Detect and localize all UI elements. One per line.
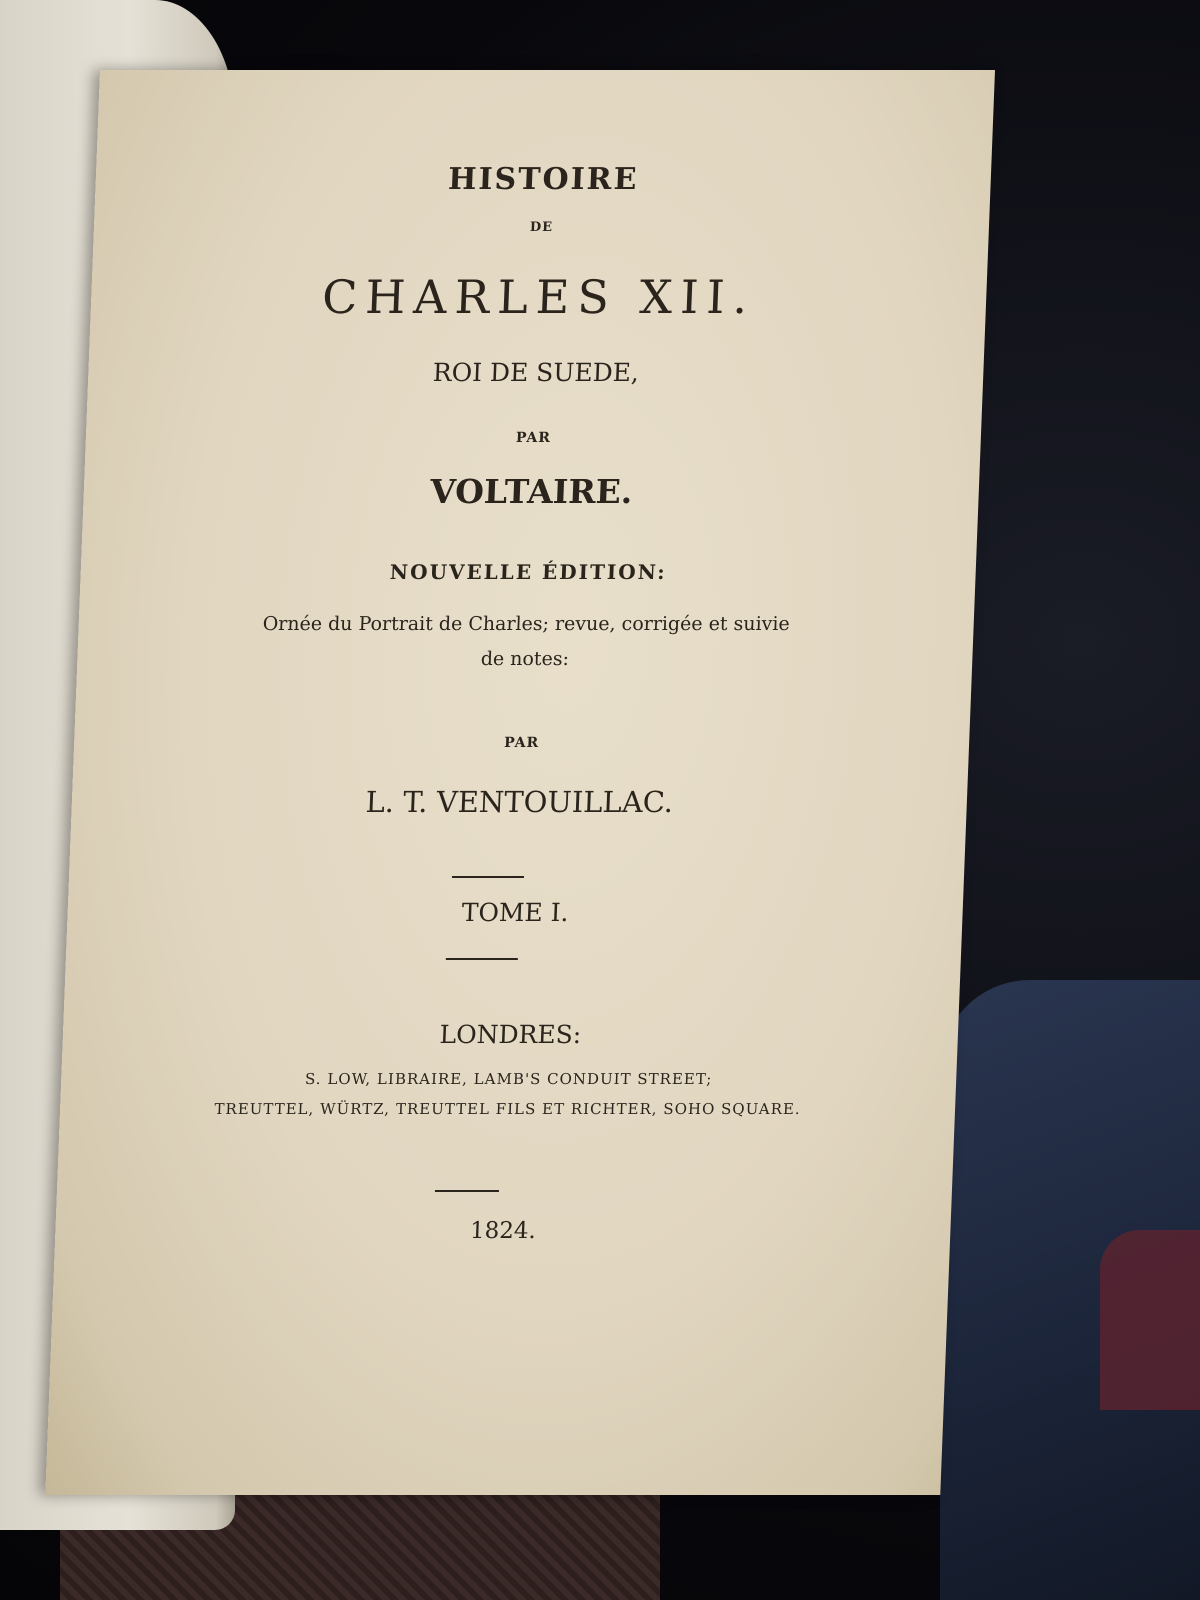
par-label-editor: PAR: [503, 735, 540, 751]
par-label-author: PAR: [515, 430, 552, 446]
divider-rule: [452, 876, 524, 878]
title-page: [45, 70, 995, 1495]
imprint-year: 1824.: [469, 1218, 537, 1244]
divider-rule: [435, 1190, 499, 1192]
subtitle-roi: ROI DE SUEDE,: [432, 358, 640, 387]
title-histoire: HISTOIRE: [447, 162, 640, 197]
divider-rule: [446, 958, 518, 960]
edition-description-cont: de notes:: [480, 648, 570, 670]
edition-label: NOUVELLE ÉDITION:: [389, 560, 668, 584]
title-page-content: [45, 70, 995, 1495]
imprint-publisher-2: TREUTTEL, WÜRTZ, TREUTTEL FILS ET RICHTER, SOHO SQUARE.: [214, 1100, 802, 1118]
volume-label: TOME I.: [461, 898, 570, 927]
title-de: DE: [529, 220, 554, 235]
author-name: VOLTAIRE.: [429, 472, 634, 511]
pink-object: [1100, 1230, 1200, 1410]
edition-description: Ornée du Portrait de Charles; revue, corrigée et suivie: [262, 613, 791, 635]
title-charles: CHARLES XII.: [321, 270, 757, 324]
imprint-city: LONDRES:: [439, 1020, 582, 1049]
imprint-publisher-1: S. LOW, LIBRAIRE, LAMB'S CONDUIT STREET;: [304, 1070, 713, 1088]
editor-name: L. T. VENTOUILLAC.: [364, 785, 674, 819]
